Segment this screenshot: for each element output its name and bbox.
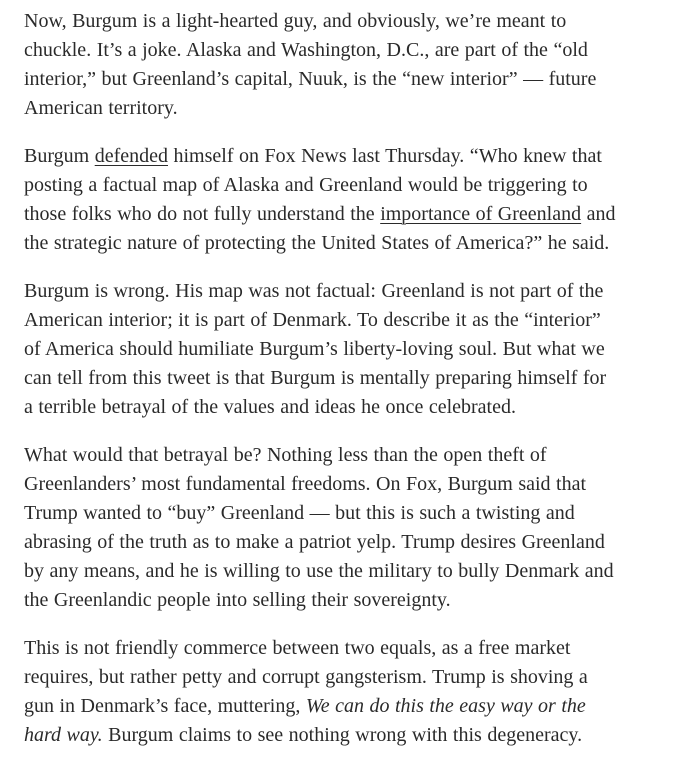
text-segment: and the strategic nature of protecting the United States of America?” he said.: [24, 203, 616, 254]
text-segment: Now, Burgum is a light-hearted guy, and obviously, we’re meant to chuckle. It’s a joke. Alaska and Washington, D.C., are part of the “old interior,” but Greenland’s capital, Nuuk, is the “new interior” — future American territory.: [24, 10, 597, 119]
text-segment: This is not friendly commerce between two equals, as a free market requires, but rather petty and corrupt gangsterism. Trump is shoving a gun in Denmark’s face, muttering,: [24, 637, 588, 717]
text-segment: What would that betrayal be? Nothing less than the open theft of Greenlanders’ most fundamental freedoms. On Fox, Burgum said that Trump wanted to “buy” Greenland — but this is such a twisting and abrasing of the truth as to make a patriot yelp. Trump desires Greenland by any means, and he is willing to use the military to bully Denmark and the Greenlandic people into selling their sovereignty.: [24, 444, 614, 611]
text-segment: himself on Fox News last Thursday. “Who knew that posting a factual map of Alaska and Greenland would be triggering to those folks who do not fully understand the: [24, 145, 602, 225]
inline-link[interactable]: importance of Greenland: [380, 203, 582, 225]
text-segment: Burgum: [24, 145, 95, 167]
paragraph: [24, 634, 620, 750]
text-segment: Burgum claims to see nothing wrong with this degeneracy.: [102, 724, 583, 746]
text-segment: Burgum is wrong. His map was not factual: Greenland is not part of the American interior; it is part of Denmark. To describe it as the “interior” of America should humiliate Burgum’s liberty-loving soul. But what we can tell from this tweet is that Burgum is mentally preparing himself for a terrible betrayal of the values and ideas he once celebrated.: [24, 280, 607, 418]
paragraph: [24, 277, 620, 422]
paragraph: [24, 7, 620, 123]
paragraph: [24, 142, 620, 258]
paragraph: [24, 441, 620, 615]
italic-text: We can do this the easy way or the hard way.: [24, 695, 586, 746]
inline-link[interactable]: defended: [94, 145, 168, 167]
